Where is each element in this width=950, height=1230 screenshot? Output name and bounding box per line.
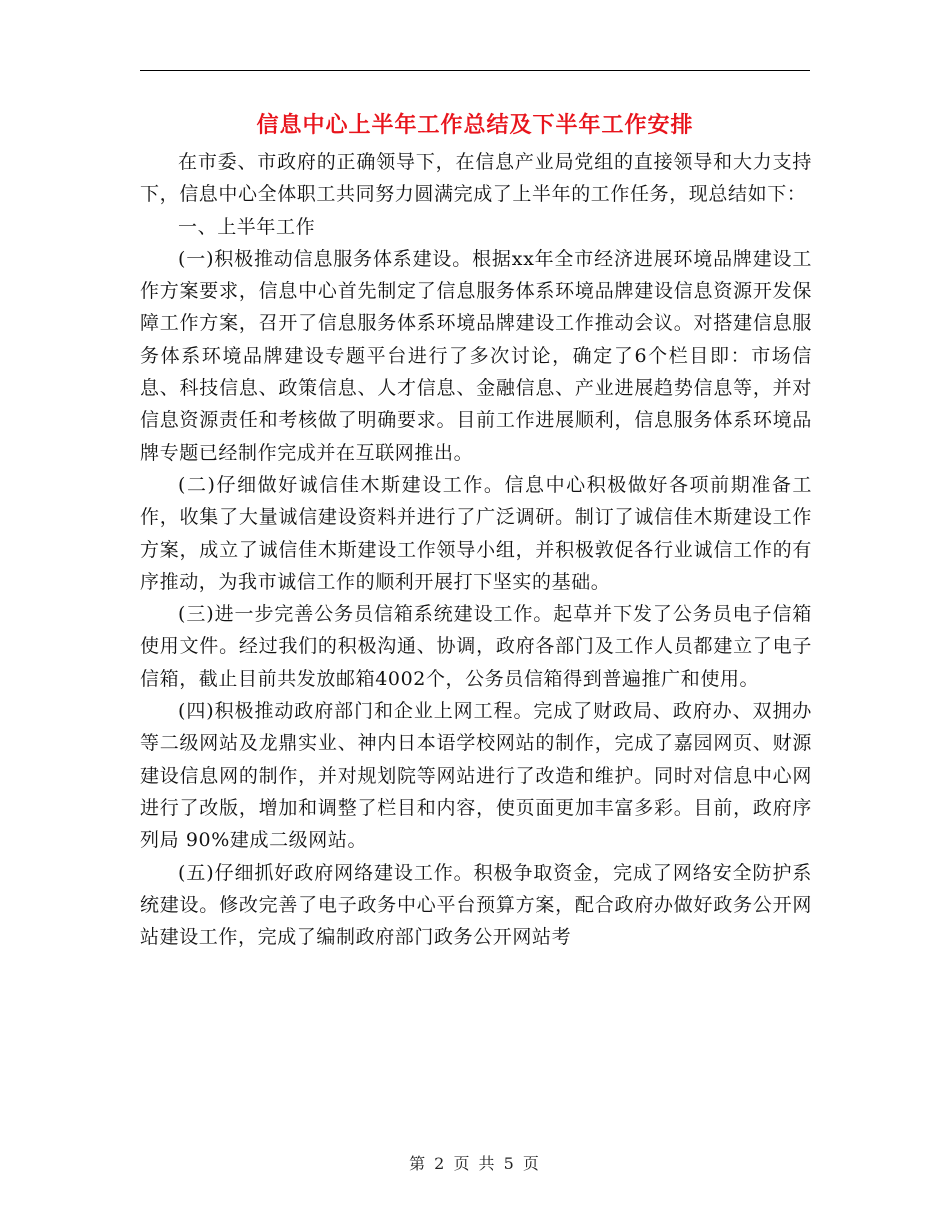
paragraph-item-5: (五)仔细抓好政府网络建设工作。积极争取资金，完成了网络安全防护系统建设。修改完善了电子政务中心平台预算方案，配合政府办做好政务公开网站建设工作，完成了编制政府部门政务公开网站考 (140, 861, 812, 949)
section-heading-first-half: 一、上半年工作 (178, 215, 316, 238)
document-body (140, 146, 812, 953)
paragraph-item-2: (二)仔细做好诚信佳木斯建设工作。信息中心积极做好各项前期准备工作，收集了大量诚信建设资料并进行了广泛调研。制订了诚信佳木斯建设工作方案，成立了诚信佳木斯建设工作领导小组，并积极敦促各行业诚信工作的有序推动，为我市诚信工作的顺利开展打下坚实的基础。 (140, 473, 812, 593)
page-number-footer: 第 2 页 共 5 页 (409, 1154, 541, 1173)
document-title: 信息中心上半年工作总结及下半年工作安排 (256, 113, 694, 138)
paragraph-item-1: (一)积极推动信息服务体系建设。根据xx年全市经济进展环境品牌建设工作方案要求，信息中心首先制定了信息服务体系环境品牌建设信息资源开发保障工作方案，召开了信息服务体系环境品牌建设工作推动会议。对搭建信息服务体系环境品牌建设专题平台进行了多次讨论，确定了6个栏目即：市场信息、科技信息、政策信息、人才信息、金融信息、产业进展趋势信息等，并对信息资源责任和考核做了明确要求。目前工作进展顺利，信息服务体系环境品牌专题已经制作完成并在互联网推出。 (140, 247, 812, 464)
paragraph-item-4: (四)积极推动政府部门和企业上网工程。完成了财政局、政府办、双拥办等二级网站及龙鼎实业、神内日本语学校网站的制作，完成了嘉园网页、财源建设信息网的制作，并对规划院等网站进行了改造和维护。同时对信息中心网进行了改版，增加和调整了栏目和内容，使页面更加丰富多彩。目前，政府序列局 90%建成二级网站。 (140, 700, 812, 852)
header-rule (140, 70, 810, 71)
paragraph-item-3: (三)进一步完善公务员信箱系统建设工作。起草并下发了公务员电子信箱使用文件。经过我们的积极沟通、协调，政府各部门及工作人员都建立了电子信箱，截止目前共发放邮箱4002个，公务员信箱得到普遍推广和使用。 (140, 603, 812, 690)
paragraph-intro: 在市委、市政府的正确领导下，在信息产业局党组的直接领导和大力支持下，信息中心全体职工共同努力圆满完成了上半年的工作任务，现总结如下： (140, 151, 812, 206)
